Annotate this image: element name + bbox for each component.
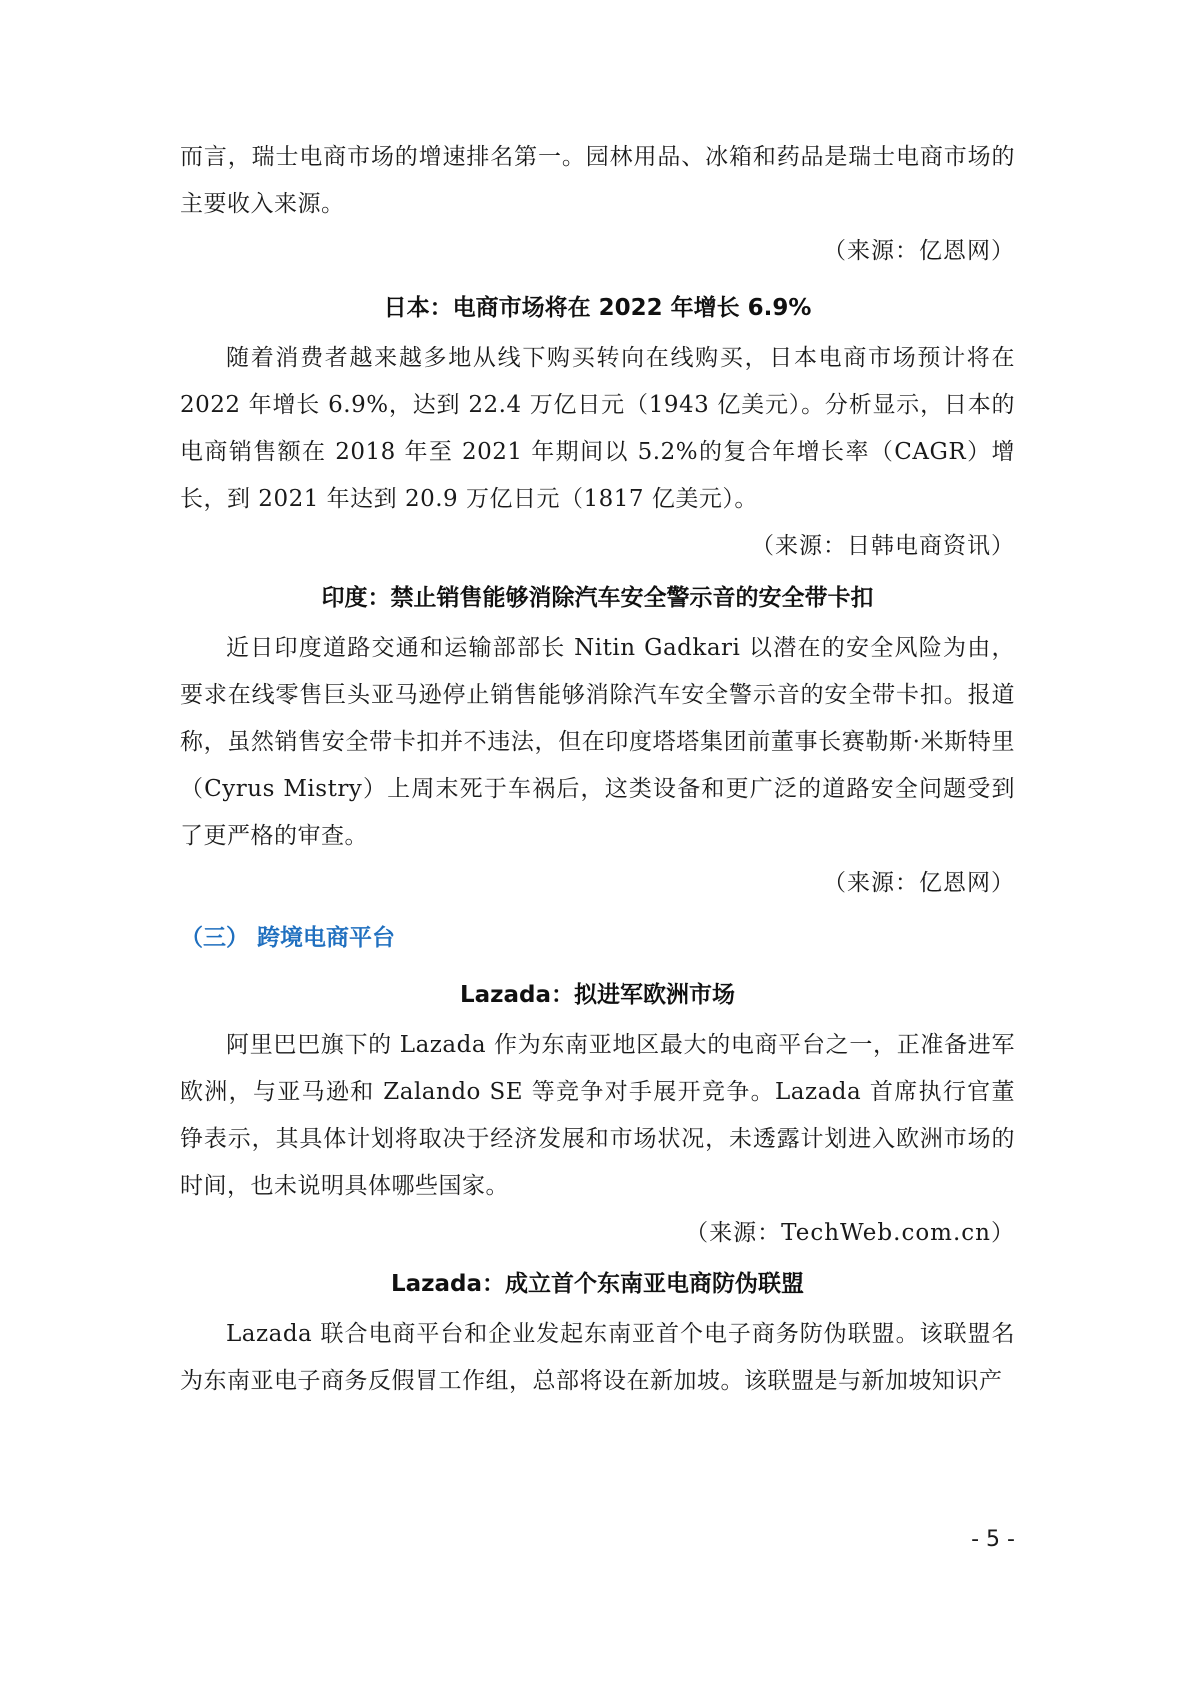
section3 xyxy=(180,918,1015,958)
lazada-europe-section xyxy=(180,975,1015,1257)
india-section xyxy=(180,578,1015,907)
lazada-alliance-section xyxy=(180,1264,1015,1405)
india-heading: 印度：禁止销售能够消除汽车安全警示音的安全带卡扣 xyxy=(321,585,874,611)
japan-paragraph: 随着消费者越来越多地从线下购买转向在线购买，日本电商市场预计将在 2022 年增长 6.9%，达到 22.4 万亿日元（1943 亿美元）。分析显示，日本的电商销售额在 2018 年至 2021 年期间以 5.2%的复合年增长率（CAGR）增长，到 2021 年达到 20.9 万亿日元（1817 亿美元）。 xyxy=(180,345,1015,512)
lazada-europe-paragraph: 阿里巴巴旗下的 Lazada 作为东南亚地区最大的电商平台之一，正准备进军欧洲，与亚马逊和 Zalando SE 等竞争对手展开竞争。Lazada 首席执行官董铮表示，其具体计划将取决于经济发展和市场状况，未透露计划进入欧洲市场的时间，也未说明具体哪些国家。 xyxy=(180,1032,1015,1199)
intro-paragraph: 而言，瑞士电商市场的增速排名第一。园林用品、冰箱和药品是瑞士电商市场的主要收入来源。 xyxy=(180,144,1015,217)
intro-section xyxy=(180,134,1015,275)
india-source: （来源：亿恩网） xyxy=(823,870,1015,896)
japan-section xyxy=(180,288,1015,570)
intro-source: （来源：亿恩网） xyxy=(823,238,1015,264)
page-number: - 5 - xyxy=(971,1527,1015,1552)
lazada-europe-heading: Lazada：拟进军欧洲市场 xyxy=(459,982,736,1008)
lazada-europe-source: （来源：TechWeb.com.cn） xyxy=(685,1220,1015,1246)
lazada-alliance-heading: Lazada：成立首个东南亚电商防伪联盟 xyxy=(390,1271,805,1297)
lazada-alliance-paragraph: Lazada 联合电商平台和企业发起东南亚首个电子商务防伪联盟。该联盟名为东南亚电子商务反假冒工作组，总部将设在新加坡。该联盟是与新加坡知识产 xyxy=(180,1321,1015,1394)
section-heading-cross-border: （三） 跨境电商平台 xyxy=(180,925,396,951)
india-paragraph: 近日印度道路交通和运输部部长 Nitin Gadkari 以潜在的安全风险为由，要求在线零售巨头亚马逊停止销售能够消除汽车安全警示音的安全带卡扣。报道称，虽然销售安全带卡扣并不违法，但在印度塔塔集团前董事长赛勒斯·米斯特里（Cyrus Mistry）上周末死于车祸后，这类设备和更广泛的道路安全问题受到了更严格的审查。 xyxy=(180,635,1015,849)
japan-source: （来源：日韩电商资讯） xyxy=(751,533,1015,559)
japan-heading: 日本：电商市场将在 2022 年增长 6.9% xyxy=(383,295,812,321)
document-page xyxy=(180,0,1015,1683)
